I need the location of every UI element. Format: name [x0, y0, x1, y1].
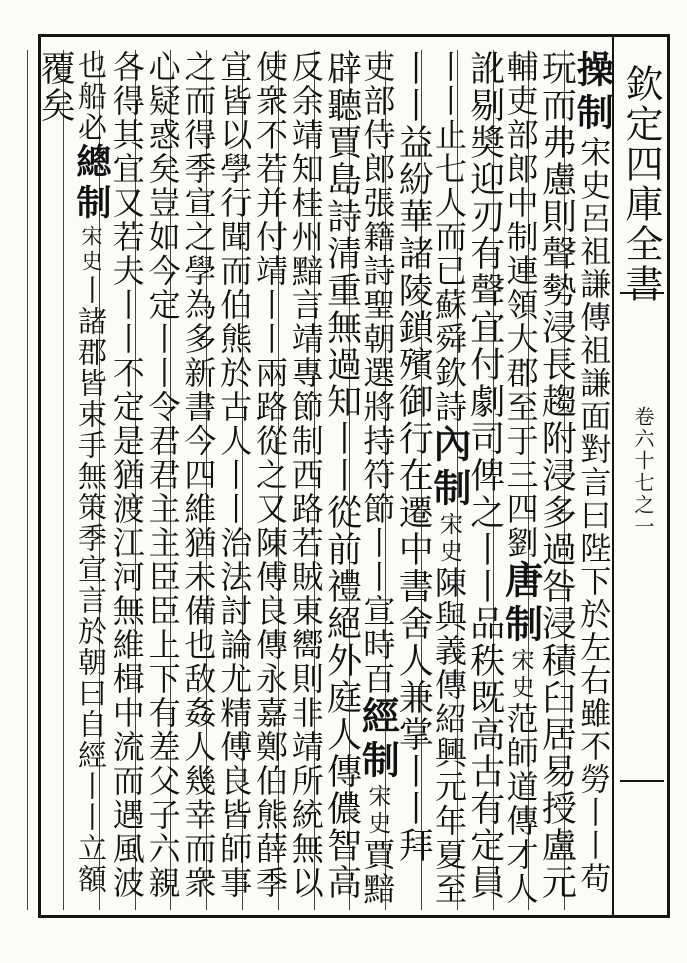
text-column — [27, 50, 76, 910]
body-text: 丨丨益紛華諸陵鎖殯御行在遷中書舍人兼掌丨丨拜 — [393, 50, 434, 864]
source-note: 宋史 — [507, 648, 534, 702]
body-text: 吏部侍郎張籍詩聖朝選將持符節丨丨宣時百 — [358, 50, 397, 696]
body-text: 之而得季宣之學為多新書今四維猶未備也敌姦人幾幸而衆 — [179, 50, 218, 900]
body-text: 辟聽賈島詩清重無過知丨丨從前禮絕外庭人傳儂智高 — [321, 50, 362, 901]
column-text — [68, 50, 114, 895]
body-text: 覆矣 — [35, 50, 76, 124]
book-title: 欽定四庫全書 — [619, 64, 663, 304]
source-note: 宋史 — [436, 512, 462, 566]
body-text: 宣皆以學行聞而伯熊於古人丨丨治法討論尤精傅良皆師事 — [215, 50, 254, 900]
body-text: 反余靖知桂州黯言靖專節制西路若賊東嚮則非靖所統無以 — [286, 50, 325, 900]
juan-label: 卷六十七之一 — [631, 406, 655, 538]
body-text: 也船必 — [74, 50, 108, 143]
body-text: 心疑惑矣豈如今定丨丨令君君主主臣臣上下有差父子六親 — [143, 50, 182, 900]
body-text: 各得其宜又若夫丨丨不定是猶渡江河無維楫中流而遇風波 — [107, 50, 146, 900]
body-text: 陳與義傳紹興元年夏至 — [430, 566, 468, 906]
body-text: 玩而弗慮則聲勢浸長趨附浸多過咎浸積臼居易授盧元 — [536, 50, 577, 901]
body-text: 輔吏部郎中制連領大郡至于三四劉 — [501, 50, 540, 560]
entry-heading: 操制 — [570, 50, 615, 136]
body-text: 丨諸郡皆束手無策季宣言於朝曰自經丨丨立額 — [74, 275, 108, 895]
source-note: 宋史 — [364, 784, 391, 838]
body-text: 賈黯 — [358, 838, 397, 906]
entry-heading: 總制 — [71, 143, 112, 225]
lower-margin-rule — [620, 780, 664, 782]
body-text: 范師道傳才人 — [501, 702, 540, 906]
entry-heading: 經制 — [355, 696, 401, 784]
entry-heading: 唐制 — [498, 560, 544, 648]
entry-heading: 內制 — [427, 424, 472, 512]
body-text: 丨丨止七人而已蘇舜欽詩 — [430, 50, 468, 424]
column-text — [32, 50, 78, 124]
source-note: 宋史 — [79, 225, 103, 275]
body-text: 宋史呂祖謙傳祖謙面對言曰陛下於左右雖不勞丨丨苟 — [574, 136, 611, 895]
body-text: 訛剔奬迎刃有聲宜付劇司俾之丨丨品秩既高古有定員 — [464, 50, 505, 901]
body-text: 使衆不若并付靖丨丨兩路從之又陳傅良傳永嘉鄭伯熊薛季 — [251, 50, 289, 900]
